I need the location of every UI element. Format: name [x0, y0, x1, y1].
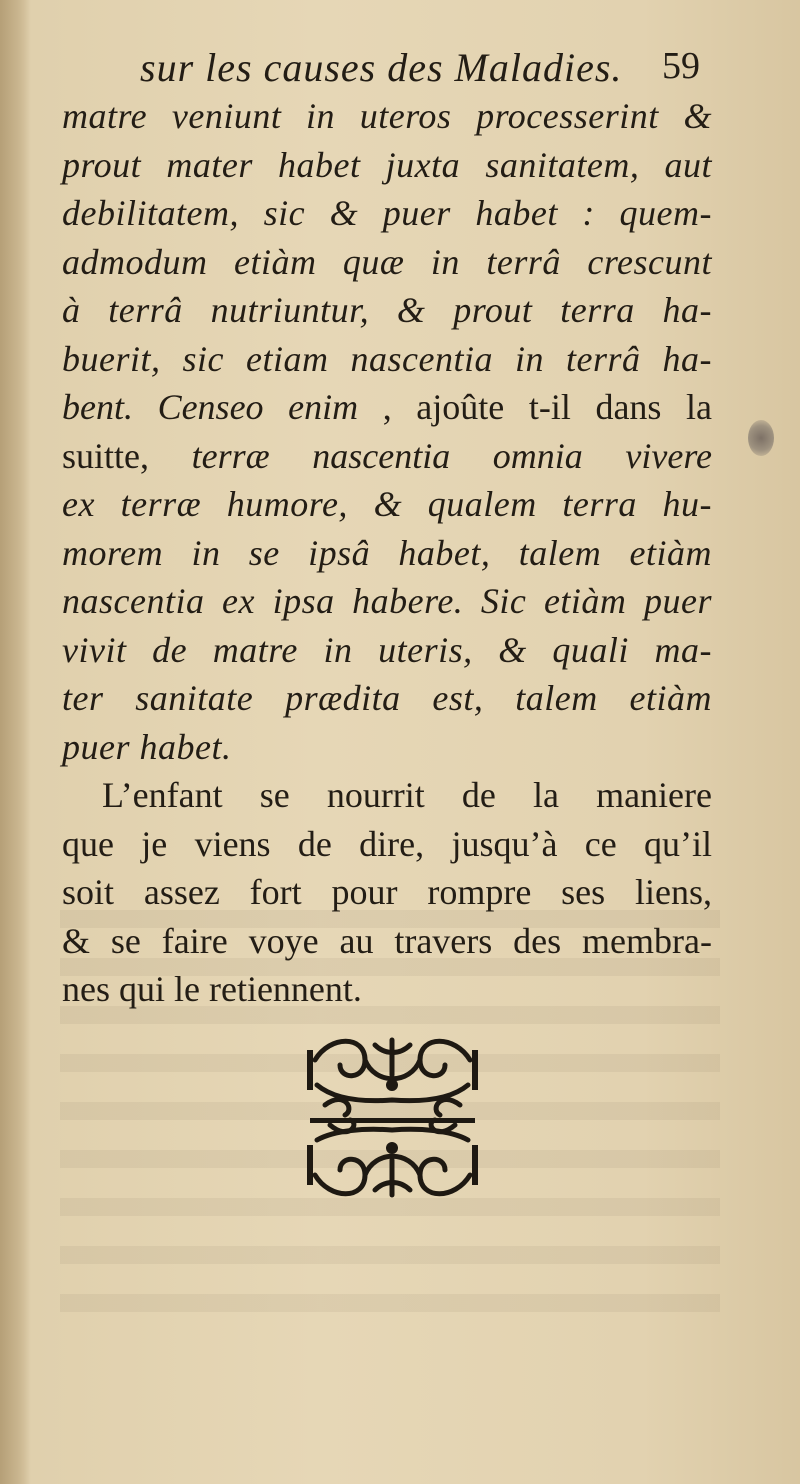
text-line: debilitatem, sic & puer habet : quem- [62, 193, 712, 233]
text-block [62, 92, 712, 1014]
running-head: sur les causes des Maladies. [140, 45, 623, 90]
text-line: matre veniunt in uteros processerint & [62, 96, 712, 136]
page-header [140, 44, 700, 92]
text-line: que je viens de dire, jusqu’à ce qu’il [62, 823, 712, 864]
text-line: vivit de matre in uteris, & quali ma- [62, 629, 712, 670]
text-line: & se faire voye au travers des membra- [62, 920, 712, 961]
paragraph-first-line: L’enfant se nourrit de la maniere [102, 775, 712, 815]
text-line: nes qui le retiennent. [62, 969, 362, 1009]
text-line: ex terræ humore, & qualem terra hu- [62, 484, 712, 524]
text-line: soit assez fort pour rompre ses liens, [62, 872, 712, 912]
text-line: morem in se ipsâ habet, talem etiàm [62, 532, 712, 573]
text-line: nascentia ex ipsa habere. Sic etiàm puer [62, 581, 712, 621]
fleuron-ornament-icon [305, 1030, 480, 1205]
text-line: bent. Censeo enim , ajoûte t-il dans la [62, 387, 712, 427]
text-line: puer habet. [62, 726, 232, 767]
page-number: 59 [662, 45, 700, 87]
text-line: ter sanitate prædita est, talem etiàm [62, 678, 712, 718]
text-line: prout mater habet juxta sanitatem, aut [62, 144, 712, 185]
page-binding-shadow [0, 0, 30, 1484]
ink-stain [748, 420, 774, 456]
text-line: admodum etiàm quæ in terrâ crescunt [62, 241, 712, 282]
text-line: à terrâ nutriuntur, & prout terra ha- [62, 290, 712, 330]
text-line: suitte, terræ nascentia omnia vivere [62, 435, 712, 476]
text-line: buerit, sic etiam nascentia in terrâ ha- [62, 338, 712, 379]
